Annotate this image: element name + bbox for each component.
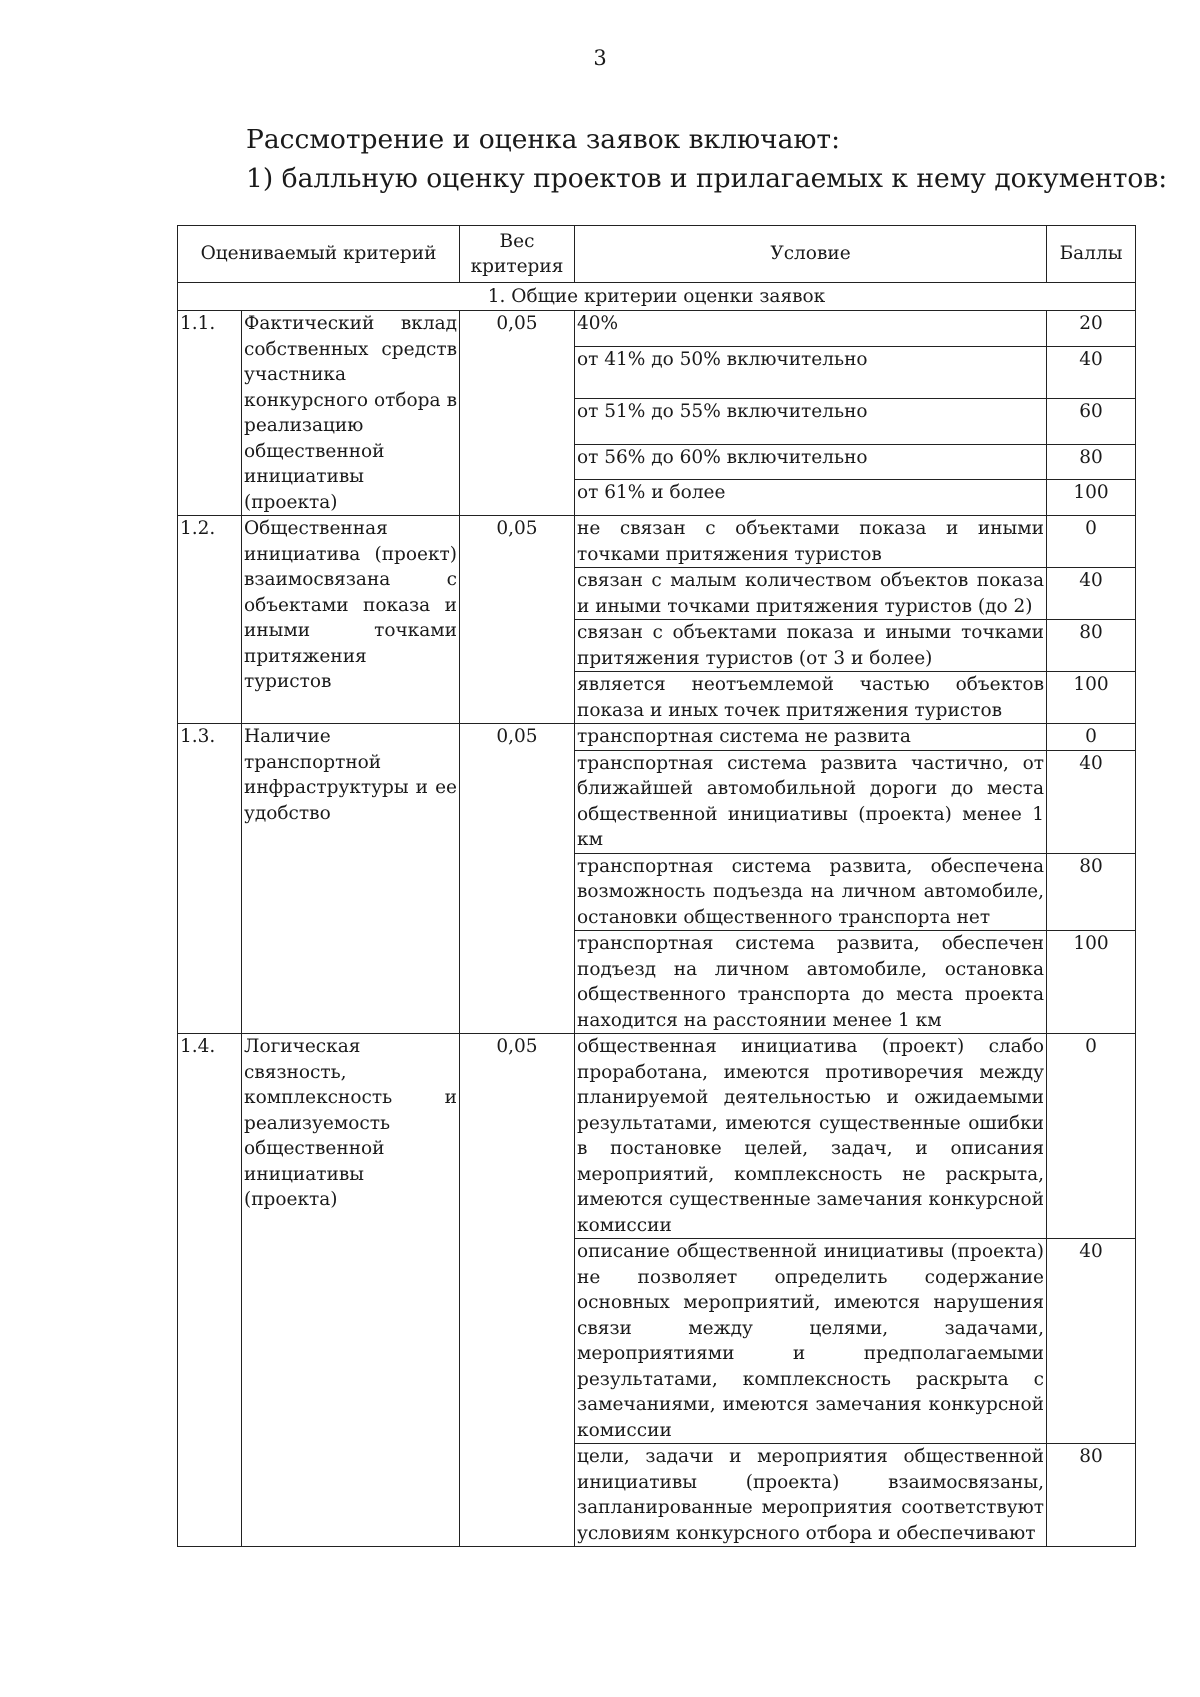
header-score: Баллы [1047, 226, 1136, 283]
condition-score: 40 [1047, 1239, 1136, 1444]
condition-score: 0 [1047, 516, 1136, 568]
condition-score: 80 [1047, 444, 1136, 480]
condition-text: транспортная система развита частично, от ближайшей автомобильной дороги до места общественной инициативы (проекта) менее 1 км [575, 750, 1047, 853]
table-row [178, 1034, 1136, 1239]
condition-score: 0 [1047, 724, 1136, 751]
criterion-weight: 0,05 [460, 1034, 575, 1547]
section-row [178, 283, 1136, 311]
condition-text: является неотъемлемой частью объектов показа и иных точек притяжения туристов [575, 672, 1047, 724]
criterion-number: 1.3. [178, 724, 242, 1034]
criterion-weight: 0,05 [460, 311, 575, 516]
condition-text: транспортная система развита, обеспечена возможность подъезда на личном автомобиле, остановки общественного транспорта нет [575, 853, 1047, 931]
criteria-table [177, 225, 1136, 1547]
condition-text: от 56% до 60% включительно [575, 444, 1047, 480]
table-row [178, 311, 1136, 347]
condition-score: 100 [1047, 931, 1136, 1034]
criterion-name: Наличие транспортной инфраструктуры и ее удобство [242, 724, 460, 1034]
condition-score: 80 [1047, 1444, 1136, 1547]
condition-text: от 61% и более [575, 480, 1047, 516]
condition-score: 80 [1047, 853, 1136, 931]
table-row [178, 516, 1136, 568]
condition-text: описание общественной инициативы (проекта) не позволяет определить содержание основных мероприятий, имеются нарушения связи между целями, задачами, мероприятиями и предполагаемыми результатами, комплексность раскрыта с замечаниями, имеются замечания конкурсной комиссии [575, 1239, 1047, 1444]
condition-score: 100 [1047, 480, 1136, 516]
table-row [178, 724, 1136, 751]
condition-text: связан с малым количеством объектов показа и иными точками притяжения туристов (до 2) [575, 568, 1047, 620]
condition-text: транспортная система не развита [575, 724, 1047, 751]
condition-score: 80 [1047, 620, 1136, 672]
condition-text: транспортная система развита, обеспечен подъезд на личном автомобиле, остановка общественного транспорта до места проекта находится на расстоянии менее 1 км [575, 931, 1047, 1034]
criterion-weight: 0,05 [460, 516, 575, 724]
intro-line-2: 1) балльную оценку проектов и прилагаемых к нему документов: [246, 163, 1168, 194]
criterion-number: 1.2. [178, 516, 242, 724]
intro-text [246, 120, 1168, 198]
condition-text: от 51% до 55% включительно [575, 398, 1047, 444]
header-criterion: Оцениваемый критерий [178, 226, 460, 283]
criterion-name: Логическая связность, комплексность и реализуемость общественной инициативы (проекта) [242, 1034, 460, 1547]
page-number: 3 [593, 46, 607, 70]
section-title: 1. Общие критерии оценки заявок [178, 283, 1136, 311]
criterion-number: 1.1. [178, 311, 242, 516]
criterion-weight: 0,05 [460, 724, 575, 1034]
condition-score: 20 [1047, 311, 1136, 347]
condition-score: 40 [1047, 568, 1136, 620]
header-weight: Вес критерия [460, 226, 575, 283]
condition-text: 40% [575, 311, 1047, 347]
condition-text: общественная инициатива (проект) слабо проработана, имеются противоречия между планируемой деятельностью и ожидаемыми результатами, имеются существенные ошибки в постановке целей, задач, и описания мероприятий, комплексность не раскрыта, имеются существенные замечания конкурсной комиссии [575, 1034, 1047, 1239]
condition-score: 0 [1047, 1034, 1136, 1239]
criterion-number: 1.4. [178, 1034, 242, 1547]
condition-text: связан с объектами показа и иными точками притяжения туристов (от 3 и более) [575, 620, 1047, 672]
table-header-row [178, 226, 1136, 283]
condition-text: цели, задачи и мероприятия общественной инициативы (проекта) взаимосвязаны, запланированные мероприятия соответствуют условиям конкурсного отбора и обеспечивают [575, 1444, 1047, 1547]
criterion-name: Общественная инициатива (проект) взаимосвязана с объектами показа и иными точками притяжения туристов [242, 516, 460, 724]
intro-line-1: Рассмотрение и оценка заявок включают: [246, 124, 841, 155]
condition-score: 100 [1047, 672, 1136, 724]
condition-text: не связан с объектами показа и иными точками притяжения туристов [575, 516, 1047, 568]
header-condition: Условие [575, 226, 1047, 283]
condition-score: 60 [1047, 398, 1136, 444]
condition-text: от 41% до 50% включительно [575, 346, 1047, 398]
criterion-name: Фактический вклад собственных средств участника конкурсного отбора в реализацию общественной инициативы (проекта) [242, 311, 460, 516]
condition-score: 40 [1047, 346, 1136, 398]
condition-score: 40 [1047, 750, 1136, 853]
